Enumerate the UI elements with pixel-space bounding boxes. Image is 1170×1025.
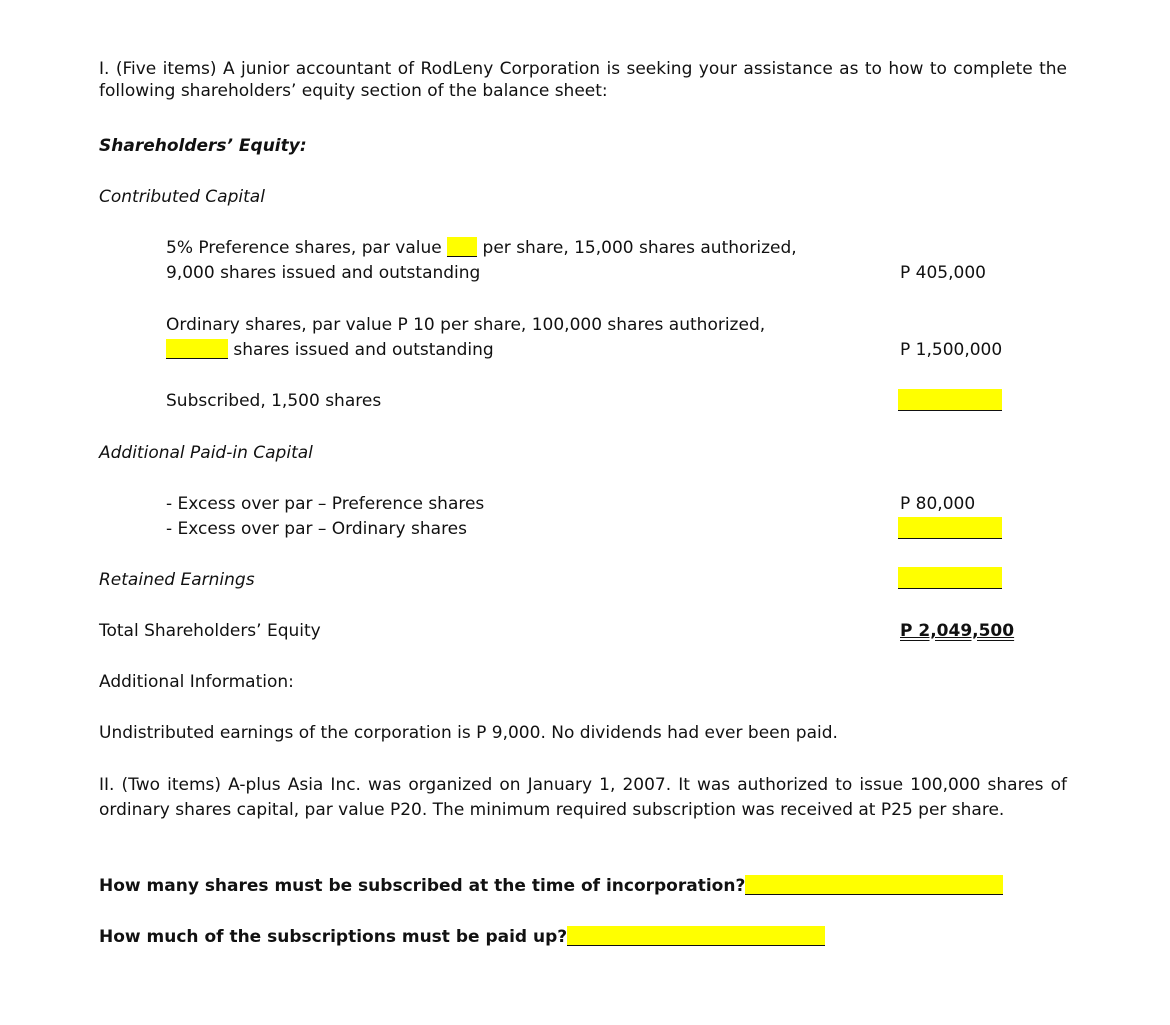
question-2-text: How much of the subscriptions must be paid up? — [99, 927, 568, 947]
ord-shares-issued-blank[interactable] — [166, 339, 228, 359]
shareholders-equity-heading: Shareholders’ Equity: — [99, 136, 307, 156]
question-1-text: How many shares must be subscribed at the time of incorporation? — [99, 876, 746, 896]
undistributed-earnings-text: Undistributed earnings of the corporation is P 9,000. No dividends had ever been paid. — [99, 723, 838, 743]
question-2 — [99, 926, 825, 948]
excess-pref-amount: P 80,000 — [900, 494, 976, 514]
pref-shares-line2: 9,000 shares issued and outstanding — [166, 263, 481, 283]
total-equity-amount: P 2,049,500 — [900, 621, 1015, 641]
ord-shares-amount: P 1,500,000 — [900, 340, 1003, 360]
retained-earnings-label: Retained Earnings — [99, 570, 255, 590]
question-1-answer-blank[interactable] — [745, 875, 1003, 895]
pref-shares-amount: P 405,000 — [900, 263, 986, 283]
pref-shares-line1 — [166, 237, 797, 259]
ord-shares-line2 — [166, 339, 494, 361]
excess-pref-label: - Excess over par – Preference shares — [166, 494, 485, 514]
contributed-capital-heading: Contributed Capital — [99, 187, 265, 207]
subscribed-amount-blank[interactable] — [898, 389, 1002, 411]
part1-intro: I. (Five items) A junior accountant of RodLeny Corporation is seeking your assistance as to how to complete the following shareholders’ equity section of the balance sheet: — [99, 59, 1067, 101]
question-2-answer-blank[interactable] — [567, 926, 825, 946]
subscribed-shares-label: Subscribed, 1,500 shares — [166, 391, 382, 411]
additional-info-heading: Additional Information: — [99, 672, 294, 692]
pref-shares-text-a: 5% Preference shares, par value — [166, 238, 442, 258]
total-equity-label: Total Shareholders’ Equity — [99, 621, 321, 641]
ord-shares-line1: Ordinary shares, par value P 10 per share, 100,000 shares authorized, — [166, 315, 766, 335]
pref-shares-text-b: per share, 15,000 shares authorized, — [482, 238, 797, 258]
excess-ord-label: - Excess over par – Ordinary shares — [166, 519, 467, 539]
ord-shares-text: shares issued and outstanding — [233, 340, 494, 360]
question-1 — [99, 875, 1003, 897]
part2-intro: II. (Two items) A-plus Asia Inc. was organized on January 1, 2007. It was authorized to issue 100,000 shares of ordinary shares capital, par value P20. The minimum required subscription was received at P25 per share. — [99, 775, 1067, 820]
retained-earnings-blank[interactable] — [898, 567, 1002, 589]
pref-par-value-blank[interactable] — [447, 237, 477, 257]
apic-heading: Additional Paid-in Capital — [99, 443, 313, 463]
excess-ord-amount-blank[interactable] — [898, 517, 1002, 539]
